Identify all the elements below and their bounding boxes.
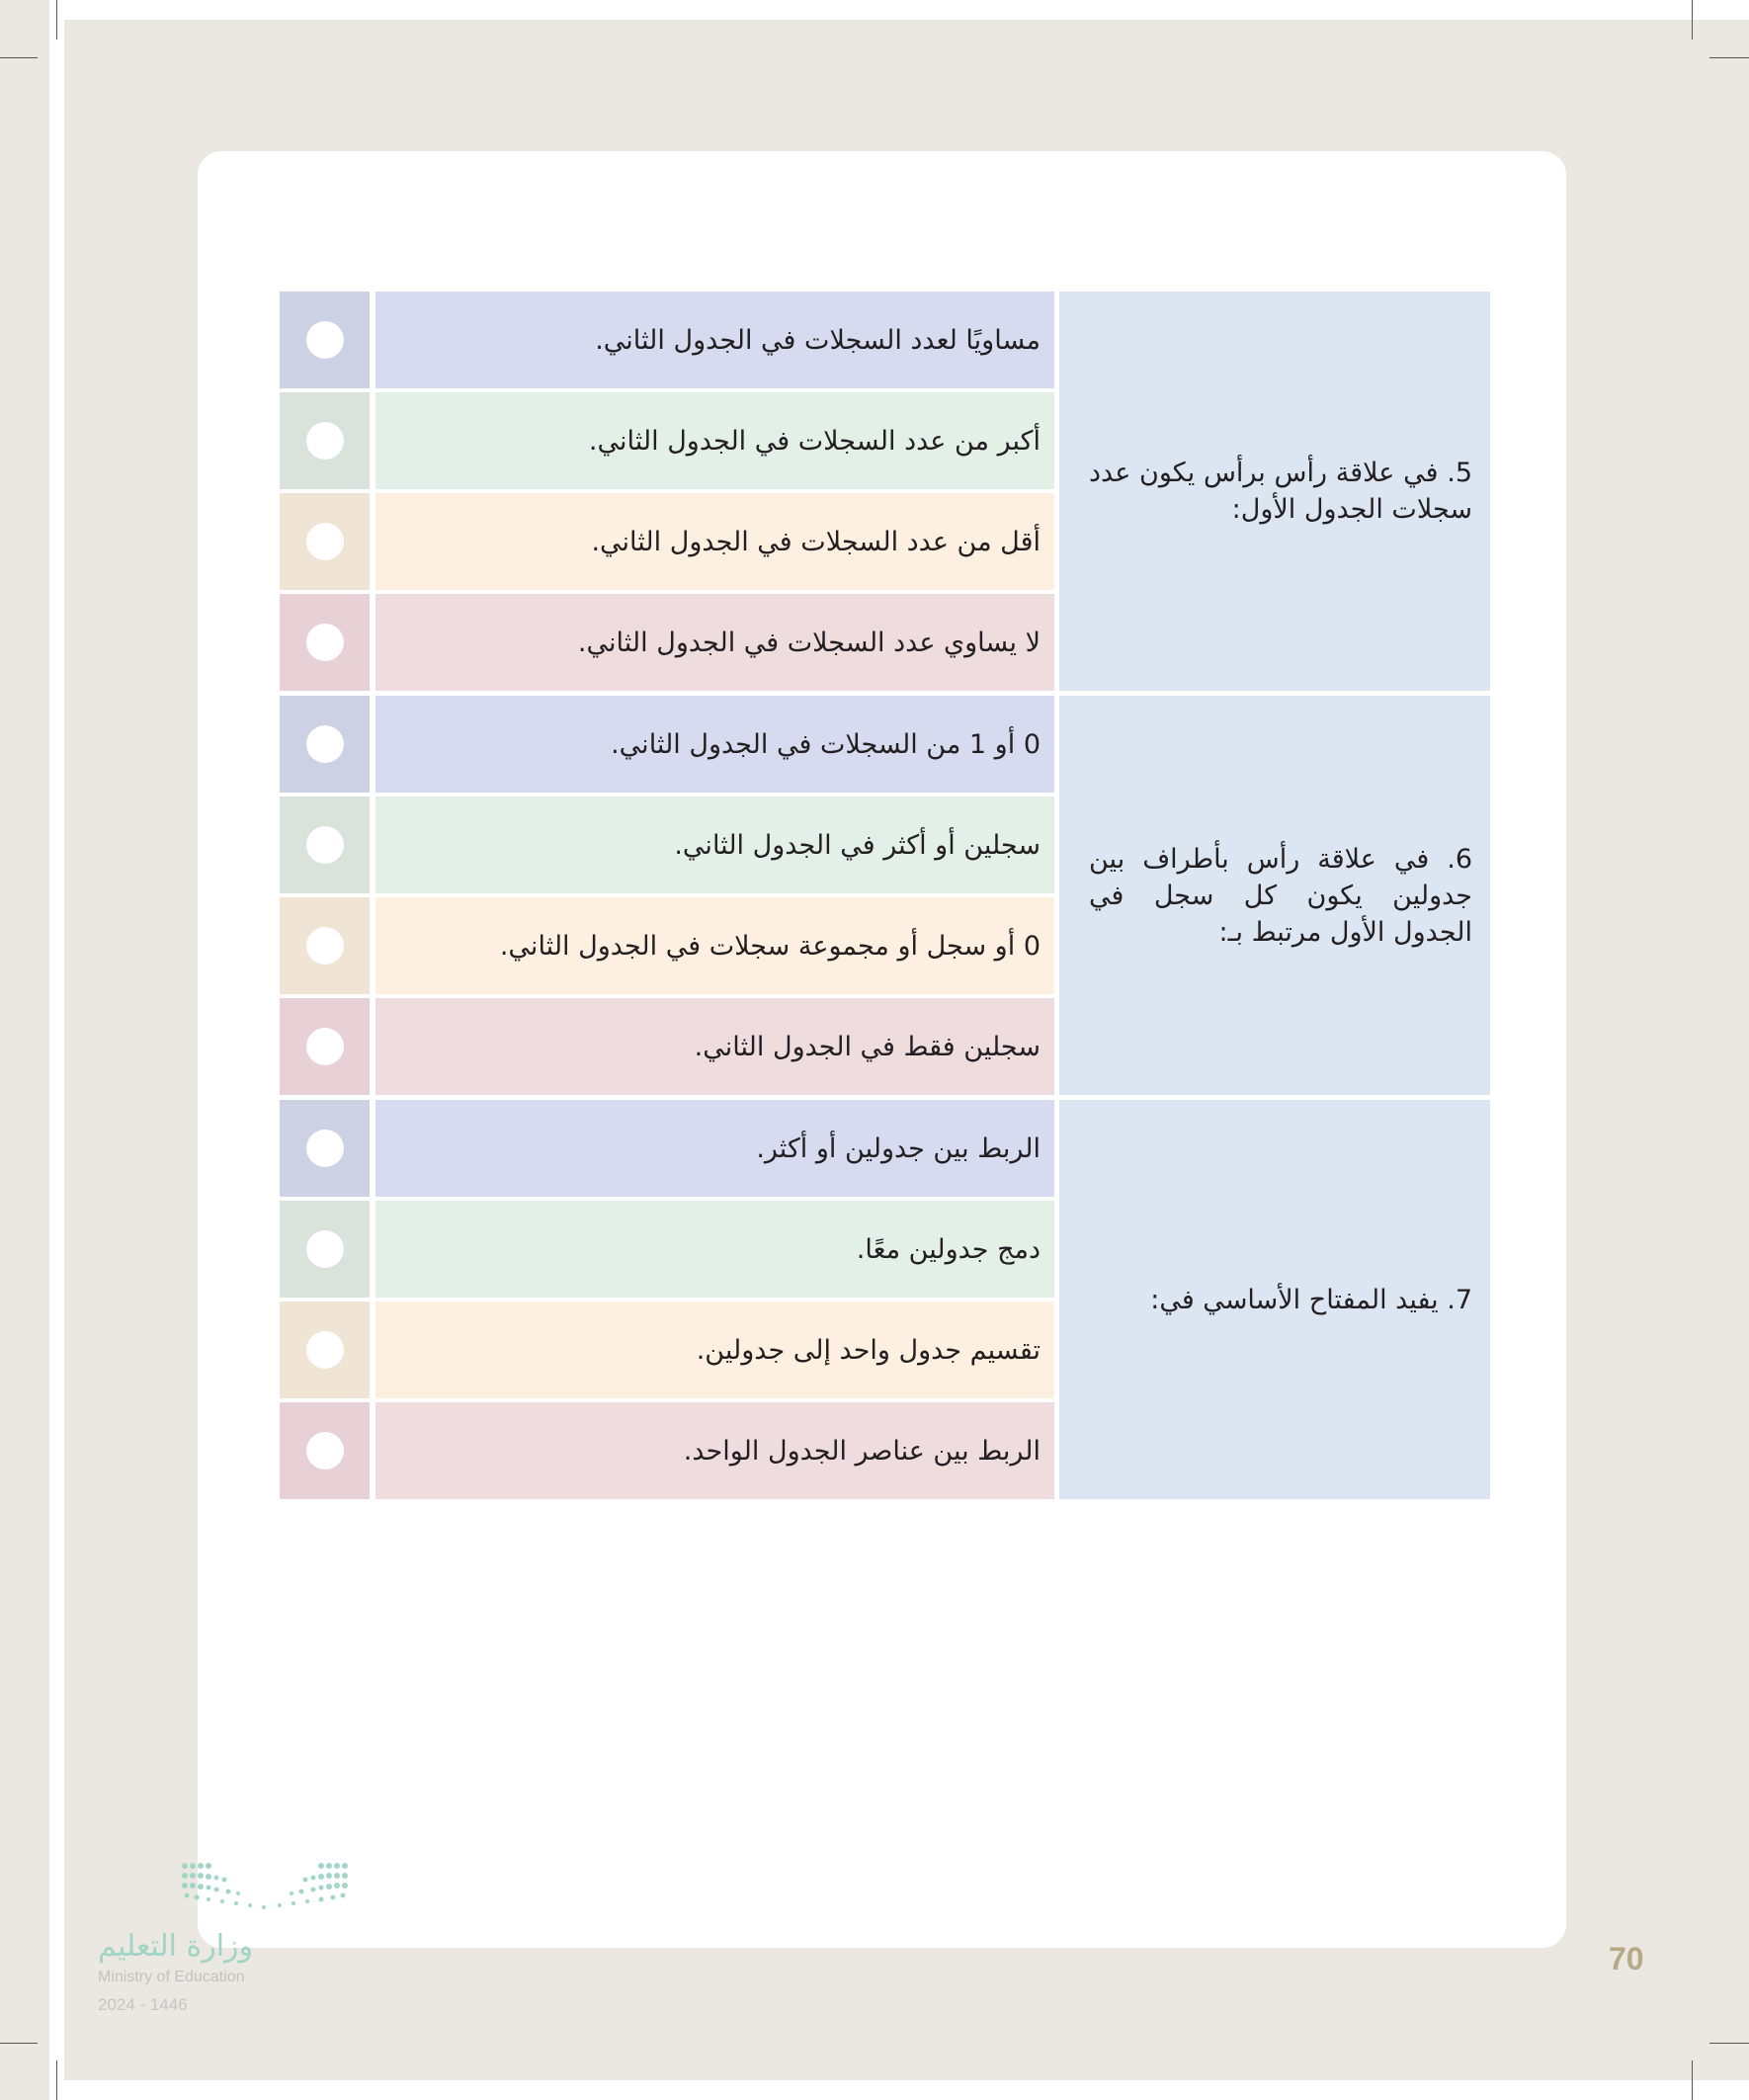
question-cell-5 xyxy=(1059,292,1490,691)
radio-cell xyxy=(280,292,370,388)
option-text: 0 أو 1 من السجلات في الجدول الثاني. xyxy=(611,728,1041,760)
option-text: دمج جدولين معًا. xyxy=(856,1233,1041,1265)
question-cell-6 xyxy=(1059,696,1490,1095)
radio-cell xyxy=(280,696,370,793)
option-text: مساويًا لعدد السجلات في الجدول الثاني. xyxy=(595,324,1041,356)
answer-option[interactable] xyxy=(375,696,1054,793)
question-group-5 xyxy=(280,292,1490,691)
answer-option[interactable] xyxy=(375,1402,1054,1499)
option-text: سجلين أو أكثر في الجدول الثاني. xyxy=(674,829,1041,861)
crop-mark xyxy=(56,0,57,40)
answer-option[interactable] xyxy=(375,998,1054,1095)
page-edge xyxy=(0,0,49,2100)
option-text: تقسيم جدول واحد إلى جدولين. xyxy=(696,1334,1041,1366)
answer-option[interactable] xyxy=(375,1302,1054,1398)
answer-option[interactable] xyxy=(375,797,1054,893)
answer-option[interactable] xyxy=(375,1201,1054,1298)
radio-cell xyxy=(280,594,370,691)
question-group-6 xyxy=(280,696,1490,1095)
radio-cell xyxy=(280,797,370,893)
radio-button[interactable] xyxy=(306,1028,344,1065)
option-text: الربط بين جدولين أو أكثر. xyxy=(756,1133,1041,1164)
answer-option[interactable] xyxy=(375,292,1054,388)
question-text: 7. يفيد المفتاح الأساسي في: xyxy=(1150,1284,1472,1315)
radio-button[interactable] xyxy=(306,1230,344,1268)
radio-button[interactable] xyxy=(306,624,344,661)
answer-option[interactable] xyxy=(375,897,1054,994)
option-text: 0 أو سجل أو مجموعة سجلات في الجدول الثاني. xyxy=(499,930,1041,962)
radio-cell xyxy=(280,493,370,590)
radio-cell xyxy=(280,1100,370,1197)
radio-cell xyxy=(280,998,370,1095)
crop-mark xyxy=(1709,57,1749,58)
ministry-name-english: Ministry of Education xyxy=(98,1969,245,1985)
radio-button[interactable] xyxy=(306,826,344,864)
radio-button[interactable] xyxy=(306,1432,344,1470)
crop-mark xyxy=(1692,0,1693,40)
radio-cell xyxy=(280,1302,370,1398)
radio-button[interactable] xyxy=(306,927,344,965)
ministry-logo-icon xyxy=(181,1860,349,1915)
option-text: سجلين فقط في الجدول الثاني. xyxy=(694,1031,1041,1062)
question-text: 5. في علاقة رأس برأس يكون عدد سجلات الجدول الأول: xyxy=(1089,458,1472,525)
crop-mark xyxy=(0,2043,38,2044)
page-number: 70 xyxy=(1609,1941,1644,1976)
option-text: الربط بين عناصر الجدول الواحد. xyxy=(683,1435,1041,1467)
crop-mark xyxy=(1709,2043,1749,2044)
question-cell-7 xyxy=(1059,1100,1490,1499)
answer-option[interactable] xyxy=(375,1100,1054,1197)
option-text: أقل من عدد السجلات في الجدول الثاني. xyxy=(591,526,1041,557)
radio-cell xyxy=(280,1201,370,1298)
crop-mark xyxy=(1692,2060,1693,2100)
radio-cell xyxy=(280,392,370,489)
radio-button[interactable] xyxy=(306,725,344,763)
crop-mark xyxy=(56,2060,57,2100)
radio-cell xyxy=(280,897,370,994)
radio-button[interactable] xyxy=(306,321,344,359)
radio-button[interactable] xyxy=(306,523,344,560)
radio-button[interactable] xyxy=(306,422,344,460)
answer-option[interactable] xyxy=(375,392,1054,489)
option-text: لا يساوي عدد السجلات في الجدول الثاني. xyxy=(577,627,1041,658)
question-text: 6. في علاقة رأس بأطراف بين جدولين يكون كل سجل في الجدول الأول مرتبط بـ: xyxy=(1089,843,1472,948)
crop-mark xyxy=(0,57,38,58)
radio-button[interactable] xyxy=(306,1130,344,1167)
answer-option[interactable] xyxy=(375,594,1054,691)
radio-cell xyxy=(280,1402,370,1499)
option-text: أكبر من عدد السجلات في الجدول الثاني. xyxy=(588,425,1041,457)
edition-year: 2024 - 1446 xyxy=(98,1995,188,2014)
answer-option[interactable] xyxy=(375,493,1054,590)
radio-button[interactable] xyxy=(306,1331,344,1369)
question-group-7 xyxy=(280,1100,1490,1499)
ministry-name-arabic: وزارة التعليم xyxy=(98,1929,254,1964)
